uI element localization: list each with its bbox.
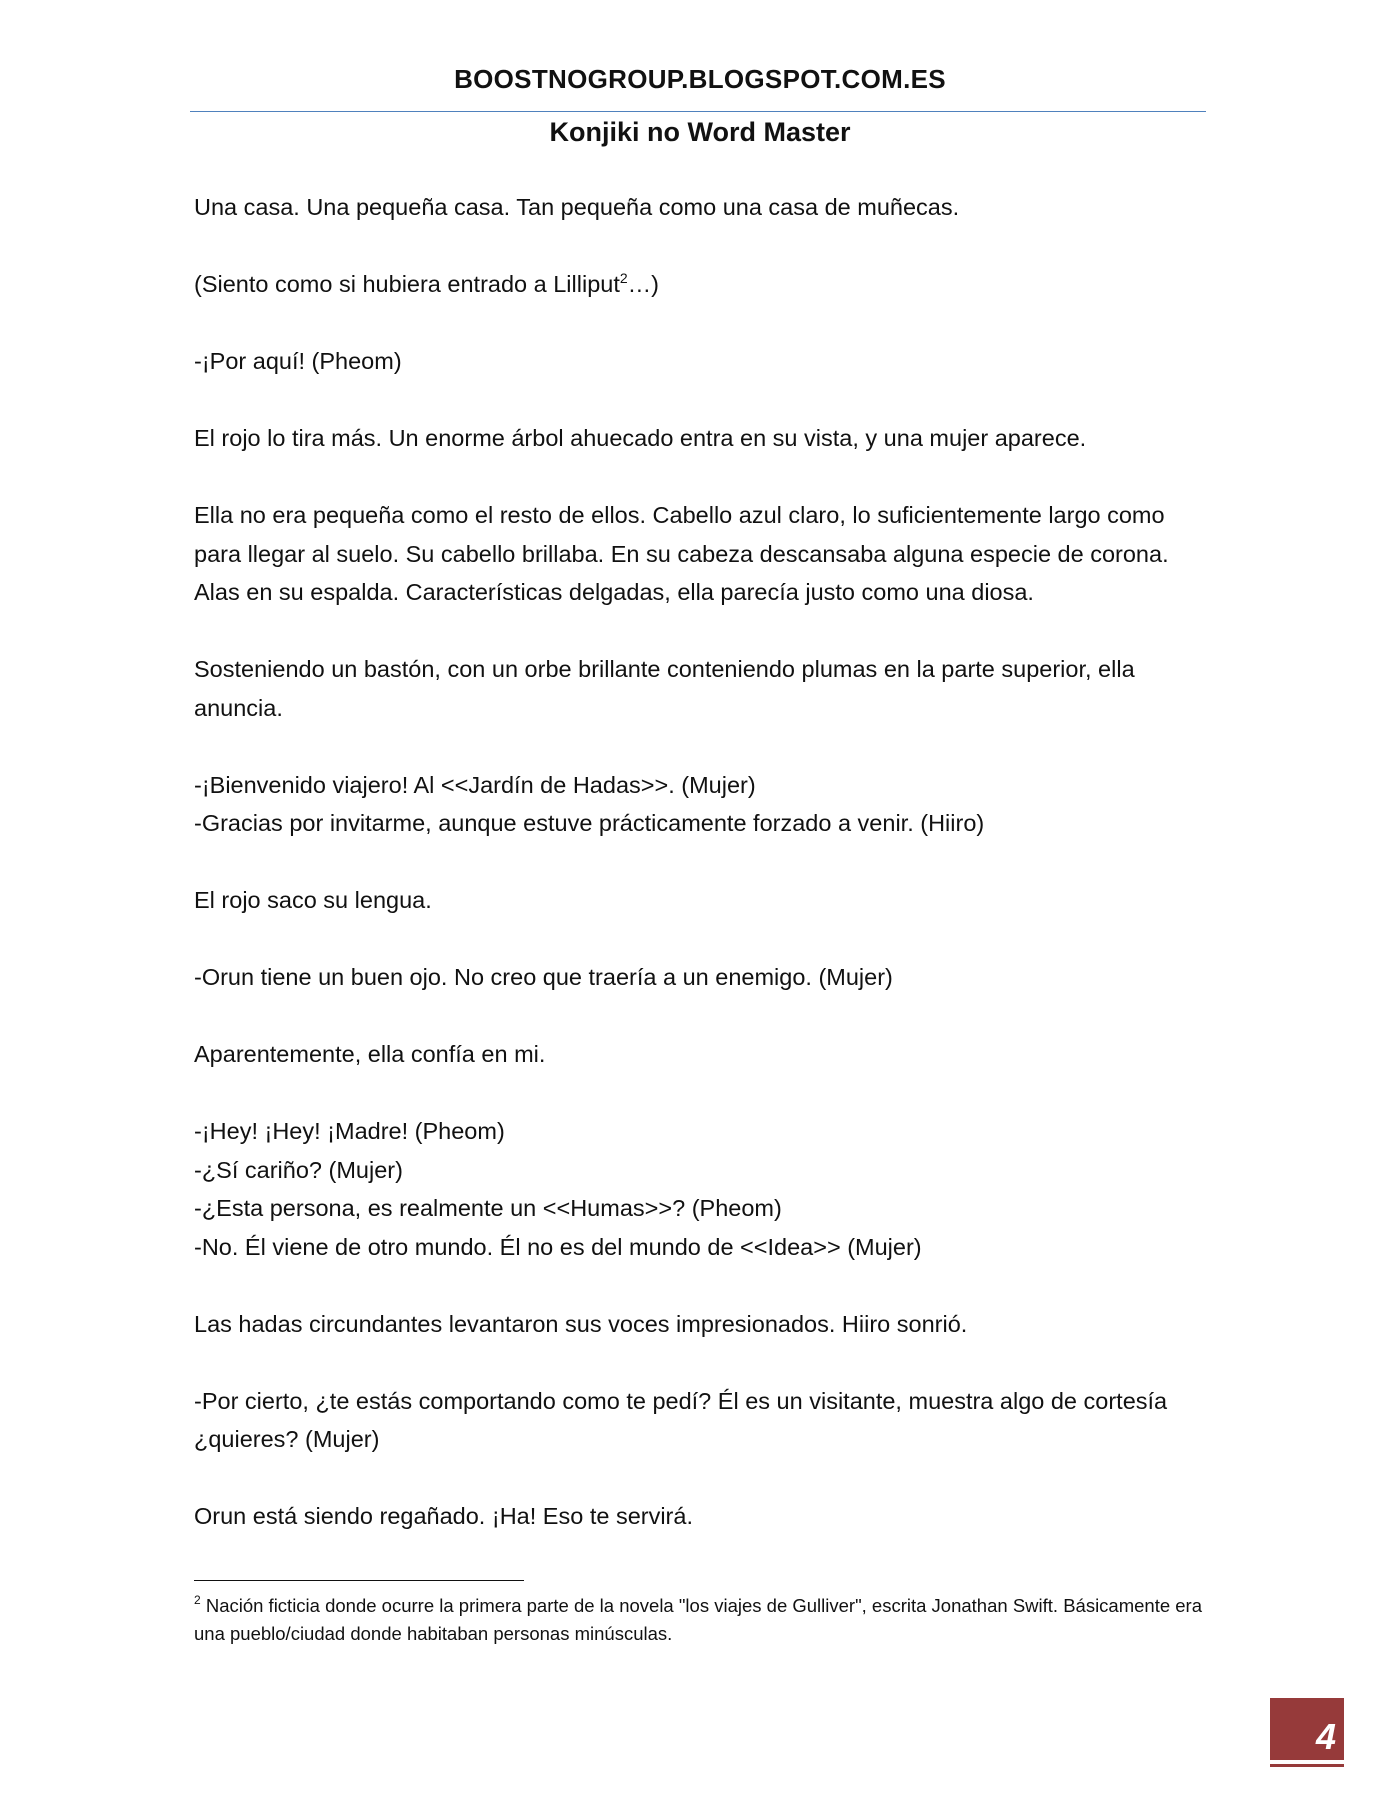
- dialogue-line: -¿Esta persona, es realmente un <<Humas>>? (Pheom): [194, 1195, 782, 1221]
- body-text: [194, 188, 1206, 1574]
- dialogue-line: -¡Bienvenido viajero! Al <<Jardín de Hadas>>. (Mujer): [194, 771, 756, 798]
- paragraph: -¡Por aquí! (Pheom): [194, 348, 402, 374]
- footnote-text: Nación ficticia donde ocurre la primera parte de la novela "los viajes de Gulliver", escrita Jonathan Swift. Básicamente era una pueblo/ciudad donde habitaban personas minúsculas.: [194, 1595, 1203, 1644]
- dialogue-line: -No. Él viene de otro mundo. Él no es del mundo de <<Idea>> (Mujer): [194, 1233, 922, 1260]
- paragraph-text: …): [627, 271, 659, 297]
- footnote-reference[interactable]: 2: [619, 270, 628, 286]
- paragraph: Sosteniendo un bastón, con un orbe brillante conteniendo plumas en la parte superior, ella anuncia.: [194, 656, 1135, 721]
- dialogue-line: -Gracias por invitarme, aunque estuve prácticamente forzado a venir. (Hiiro): [194, 810, 985, 836]
- site-header: BOOSTNOGROUP.BLOGSPOT.COM.ES: [454, 64, 946, 94]
- footnote-divider: [194, 1580, 524, 1581]
- page-number-underline: [1270, 1764, 1344, 1767]
- dialogue-line: -¿Sí cariño? (Mujer): [194, 1156, 403, 1183]
- paragraph: El rojo lo tira más. Un enorme árbol ahuecado entra en su vista, y una mujer aparece.: [194, 425, 1087, 451]
- paragraph: Una casa. Una pequeña casa. Tan pequeña como una casa de muñecas.: [194, 194, 960, 220]
- dialogue-line: -Por cierto, ¿te estás comportando como te pedí? Él es un visitante, muestra algo de cortesía ¿quieres? (Mujer): [194, 1387, 1168, 1452]
- header-divider: [190, 111, 1206, 112]
- paragraph: [194, 265, 1206, 304]
- footnote-marker: 2: [194, 1593, 201, 1607]
- paragraph: Orun está siendo regañado. ¡Ha! Eso te servirá.: [194, 1503, 693, 1529]
- page-number: 4: [1315, 1716, 1336, 1757]
- document-title: Konjiki no Word Master: [549, 117, 851, 147]
- paragraph: Aparentemente, ella confía en mi.: [194, 1041, 546, 1067]
- paragraph-text: (Siento como si hubiera entrado a Lilliput: [194, 271, 620, 297]
- paragraph: Ella no era pequeña como el resto de ellos. Cabello azul claro, lo suficientemente largo como para llegar al suelo. Su cabello brillaba. En su cabeza descansaba alguna especie de corona. Alas en su espalda. Características delgadas, ella parecía justo como una diosa.: [194, 502, 1169, 605]
- dialogue-line: -Orun tiene un buen ojo. No creo que traería a un enemigo. (Mujer): [194, 964, 893, 990]
- paragraph: El rojo saco su lengua.: [194, 887, 432, 913]
- paragraph: Las hadas circundantes levantaron sus voces impresionados. Hiiro sonrió.: [194, 1310, 968, 1337]
- page-number-box: [1270, 1698, 1344, 1760]
- dialogue-line: -¡Hey! ¡Hey! ¡Madre! (Pheom): [194, 1118, 505, 1144]
- footnote: [194, 1592, 1206, 1648]
